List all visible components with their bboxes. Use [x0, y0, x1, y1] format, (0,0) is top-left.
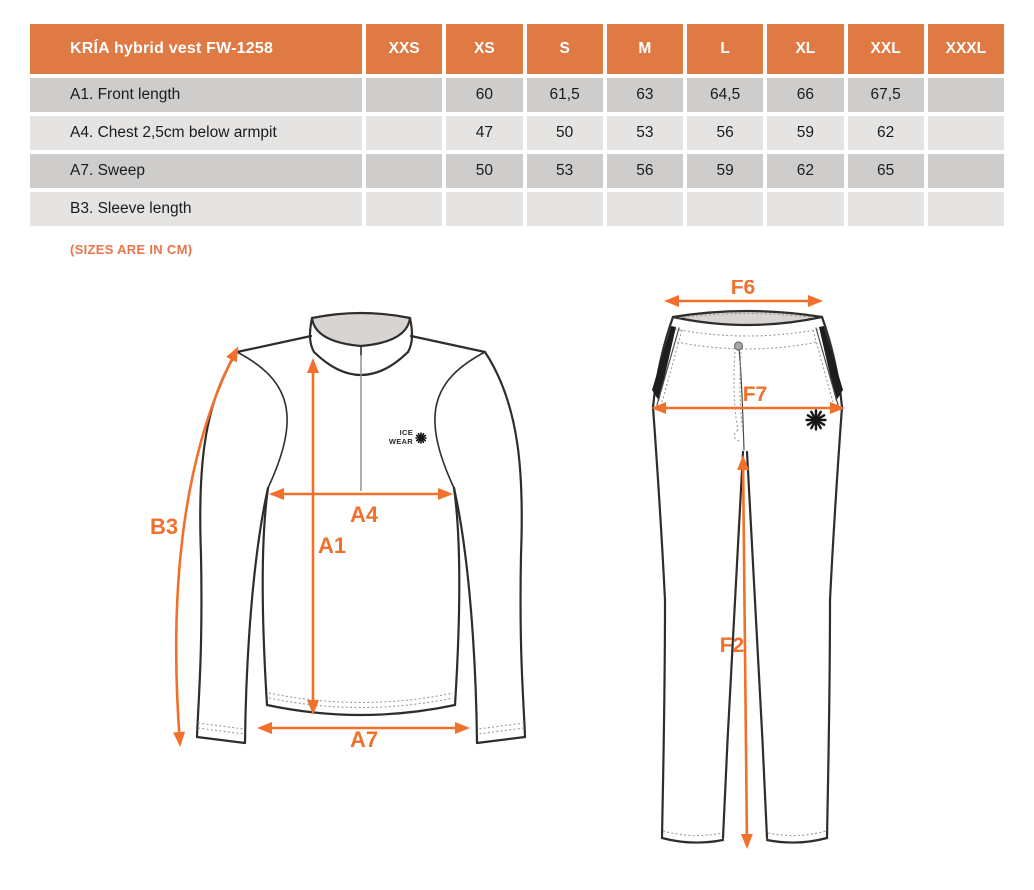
b3-arrow — [176, 349, 237, 744]
row-label: B3. Sleeve length — [30, 192, 362, 226]
size-chart-table — [30, 24, 1004, 226]
f6-label: F6 — [730, 280, 756, 299]
column-header: L — [687, 24, 763, 74]
value-cell — [366, 78, 442, 112]
sizes-unit-note: (SIZES ARE IN CM) — [70, 242, 193, 257]
icewear-logo — [389, 428, 426, 446]
value-cell — [767, 192, 843, 226]
value-cell: 50 — [527, 116, 603, 150]
f7-label: F7 — [742, 383, 768, 406]
vest-measure-arrows — [150, 349, 467, 752]
f2-label: F2 — [719, 634, 745, 657]
column-header: XS — [446, 24, 522, 74]
snowflake-icon — [416, 433, 426, 443]
value-cell: 66 — [767, 78, 843, 112]
value-cell: 56 — [607, 154, 683, 188]
value-cell — [687, 192, 763, 226]
value-cell: 59 — [687, 154, 763, 188]
value-cell: 60 — [446, 78, 522, 112]
value-cell — [928, 78, 1004, 112]
snowflake-icon — [807, 411, 826, 430]
value-cell: 65 — [848, 154, 924, 188]
value-cell: 53 — [527, 154, 603, 188]
value-cell — [928, 154, 1004, 188]
value-cell — [928, 116, 1004, 150]
a7-label: A7 — [349, 727, 379, 752]
value-cell — [366, 116, 442, 150]
vest-outline — [197, 313, 525, 743]
value-cell — [928, 192, 1004, 226]
a4-label: A4 — [349, 502, 379, 527]
value-cell: 62 — [767, 154, 843, 188]
value-cell: 64,5 — [687, 78, 763, 112]
pants-measurement-diagram — [635, 280, 855, 880]
row-label: A4. Chest 2,5cm below armpit — [30, 116, 362, 150]
value-cell: 53 — [607, 116, 683, 150]
a1-label: A1 — [317, 533, 347, 558]
table-title: KRÍA hybrid vest FW-1258 — [30, 24, 362, 74]
svg-text:WEAR: WEAR — [388, 437, 413, 446]
row-label: A7. Sweep — [30, 154, 362, 188]
value-cell — [366, 192, 442, 226]
value-cell — [366, 154, 442, 188]
column-header: S — [527, 24, 603, 74]
column-header: XL — [767, 24, 843, 74]
column-header: XXS — [366, 24, 442, 74]
value-cell: 61,5 — [527, 78, 603, 112]
pants-measure-arrows — [654, 280, 842, 846]
value-cell — [607, 192, 683, 226]
value-cell: 63 — [607, 78, 683, 112]
value-cell: 67,5 — [848, 78, 924, 112]
value-cell — [446, 192, 522, 226]
value-cell — [848, 192, 924, 226]
value-cell: 50 — [446, 154, 522, 188]
value-cell: 47 — [446, 116, 522, 150]
b3-label: B3 — [149, 514, 179, 539]
column-header: XXL — [848, 24, 924, 74]
waist-button — [735, 342, 743, 350]
vest-measurement-diagram — [140, 295, 580, 765]
value-cell — [527, 192, 603, 226]
column-header: M — [607, 24, 683, 74]
value-cell: 62 — [848, 116, 924, 150]
row-label: A1. Front length — [30, 78, 362, 112]
value-cell: 56 — [687, 116, 763, 150]
svg-text:ICE: ICE — [399, 428, 413, 437]
column-header: XXXL — [928, 24, 1004, 74]
value-cell: 59 — [767, 116, 843, 150]
